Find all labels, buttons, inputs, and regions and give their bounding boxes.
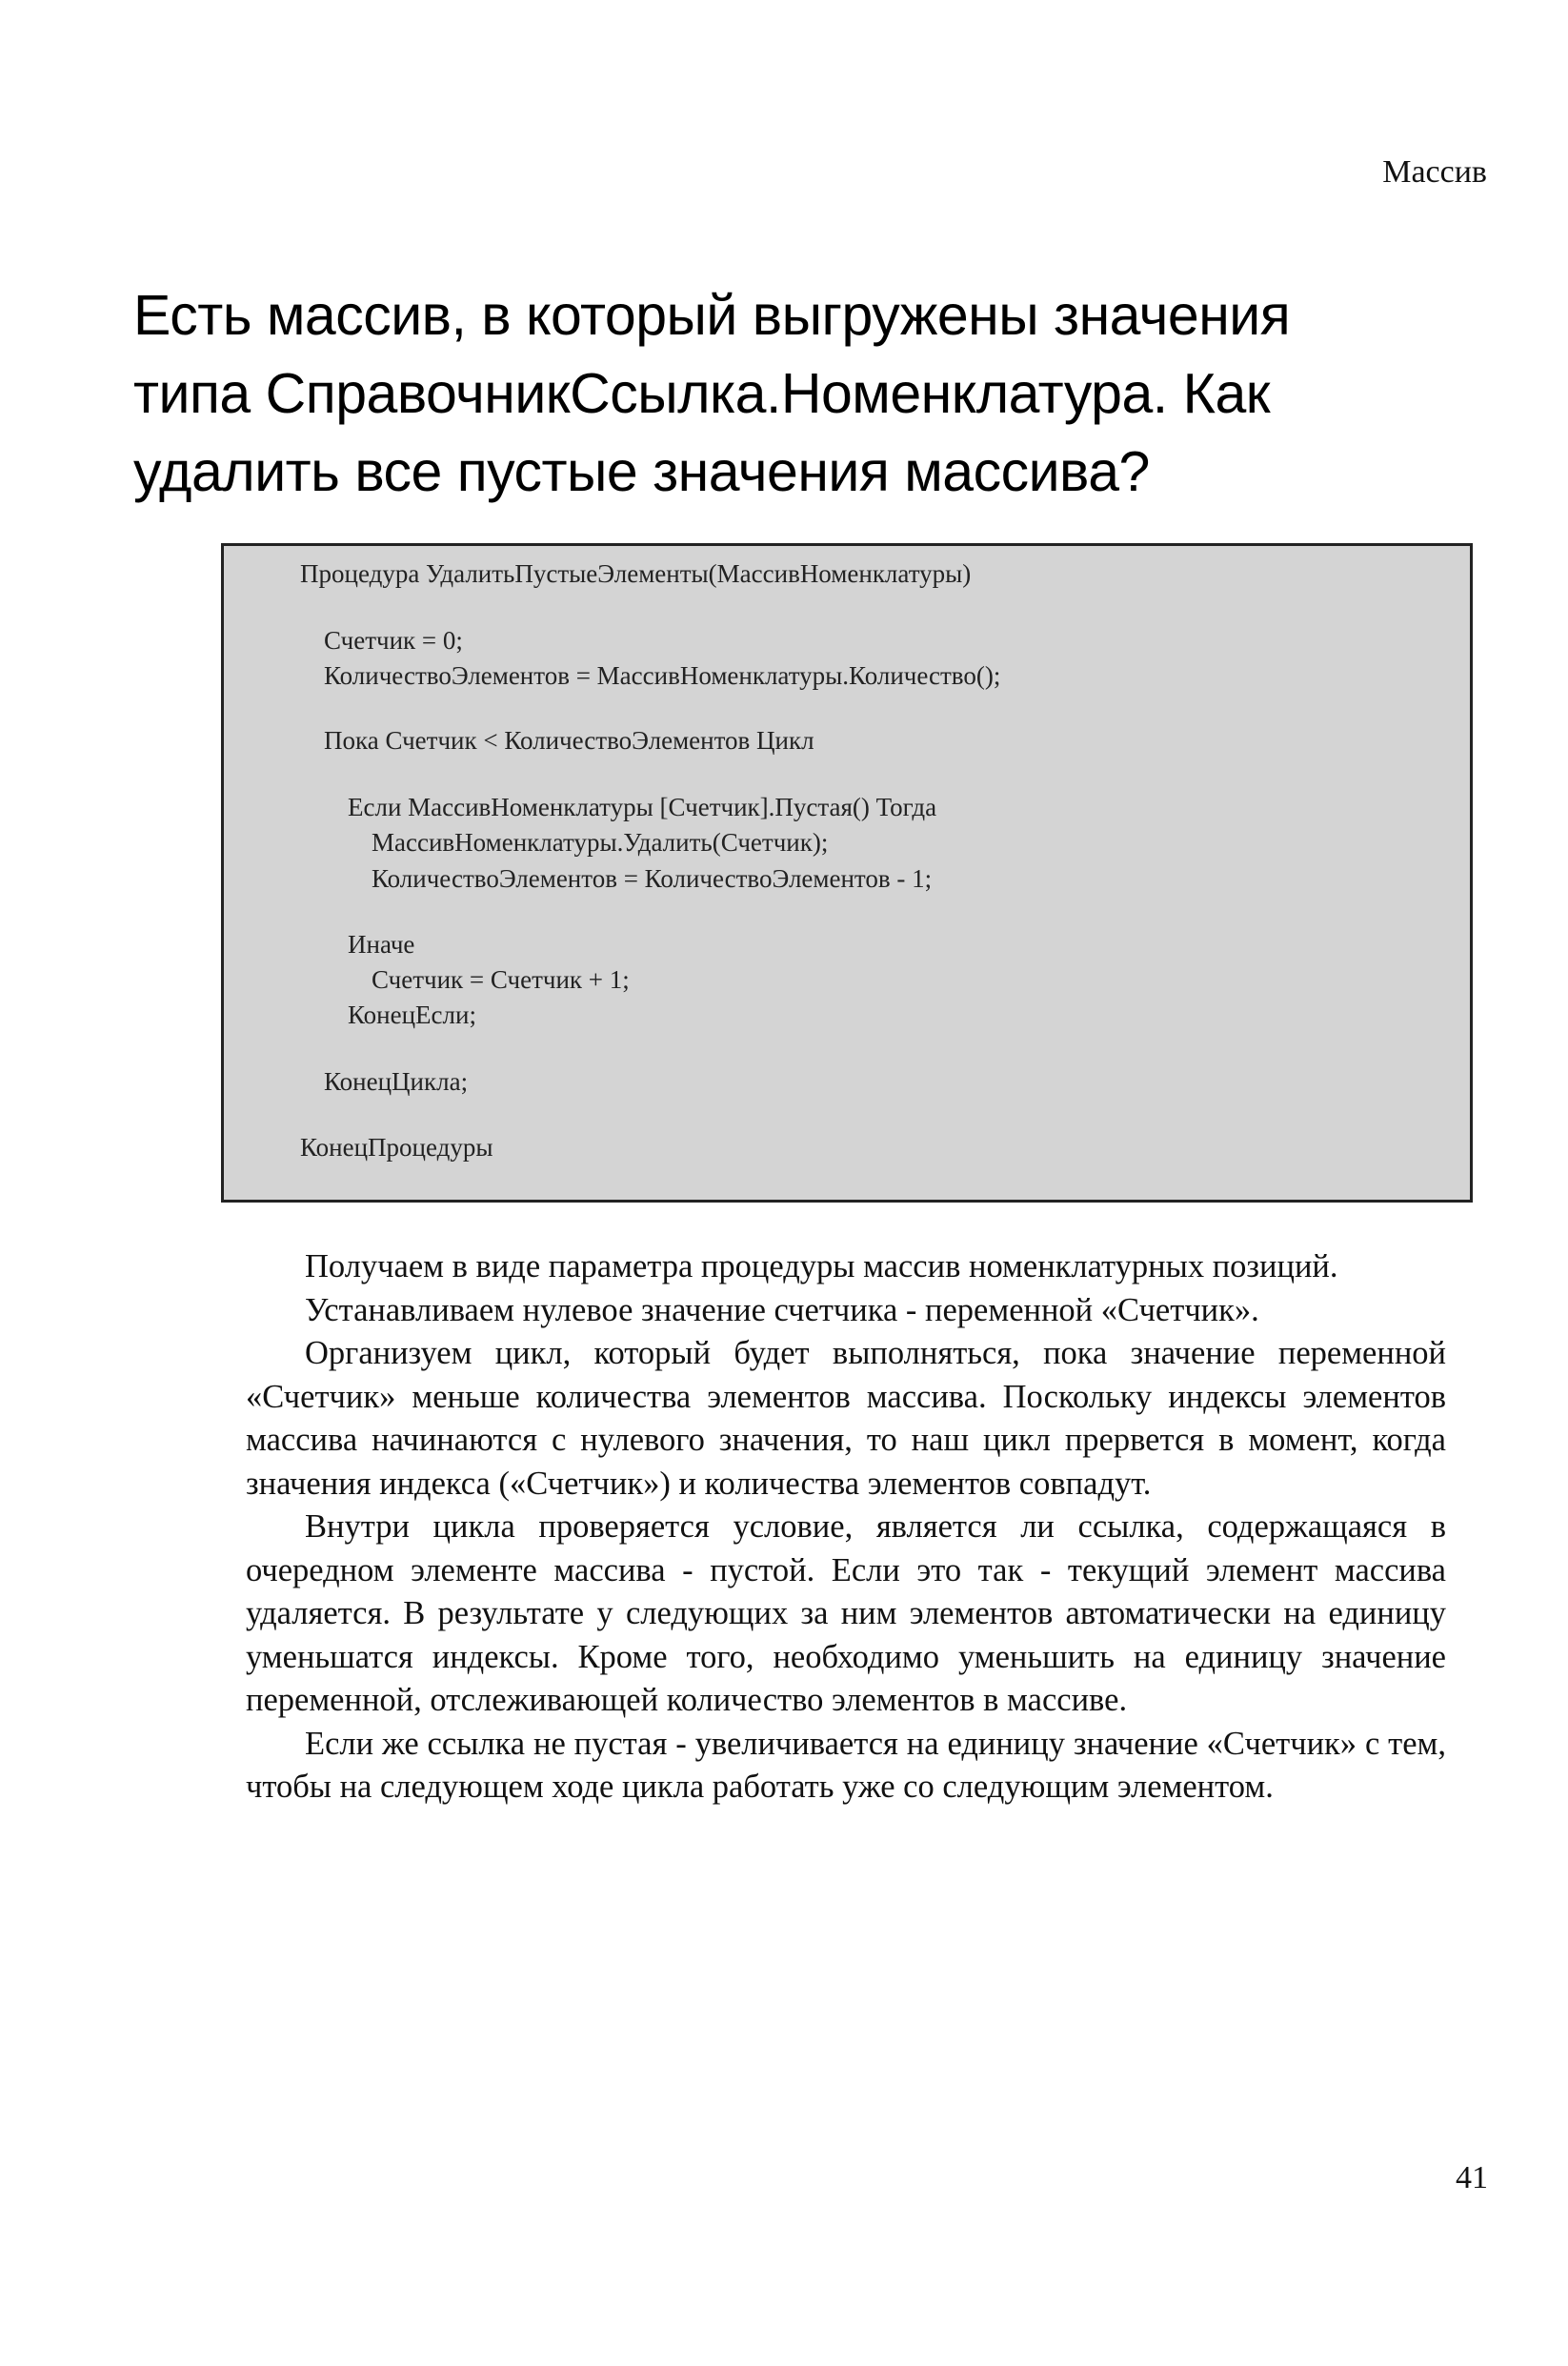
paragraph: Внутри цикла проверяется условие, является ли ссылка, содержащаяся в очередном элементе массива - пустой. Если это так - текущий элемент массива удаляется. В результате у следующих за ним элементов автоматически на единицу уменьшатся индексы. Кроме того, необходимо уменьшить на единицу значение переменной, отслеживающей количество элементов в массиве.	[246, 1508, 1446, 1718]
code-line: КоличествоЭлементов = МассивНоменклатуры.Количество();	[324, 661, 1001, 690]
paragraph: Устанавливаем нулевое значение счетчика - переменной «Счетчик».	[305, 1291, 1259, 1328]
code-line: КоличествоЭлементов = КоличествоЭлементов - 1;	[372, 864, 933, 893]
question-line: Есть массив, в который выгружены значения	[133, 284, 1291, 347]
code-line: Процедура УдалитьПустыеЭлементы(МассивНоменклатуры)	[300, 559, 972, 588]
code-line: Счетчик = 0;	[324, 626, 463, 655]
code-line: КонецЕсли;	[348, 1001, 476, 1029]
running-head: Массив	[1382, 154, 1487, 190]
paragraph: Если же ссылка не пустая - увеличивается на единицу значение «Счетчик» с тем, чтобы на следующем ходе цикла работать уже со следующим элементом.	[246, 1725, 1446, 1805]
paragraph: Организуем цикл, который будет выполняться, пока значение переменной «Счетчик» меньше количества элементов массива. Поскольку индексы элементов массива начинаются с нулевого значения, то наш цикл прервется в момент, когда значения индекса («Счетчик») и количества элементов совпадут.	[246, 1335, 1446, 1502]
code-line: Пока Счетчик < КоличествоЭлементов Цикл	[324, 726, 814, 755]
explanation-text	[246, 1245, 1446, 1810]
code-line: Если МассивНоменклатуры [Счетчик].Пустая() Тогда	[348, 793, 937, 821]
paragraph: Получаем в виде параметра процедуры массив номенклатурных позиций.	[305, 1248, 1338, 1284]
code-line: Иначе	[348, 930, 415, 959]
code-line: КонецЦикла;	[324, 1067, 469, 1096]
question-line: типа СправочникСсылка.Номенклатура. Как	[133, 362, 1271, 425]
code-listing	[221, 543, 1473, 1203]
question-line: удалить все пустые значения массива?	[133, 440, 1150, 503]
page-number: 41	[1456, 2160, 1488, 2195]
code-line: МассивНоменклатуры.Удалить(Счетчик);	[372, 828, 829, 857]
question-heading	[133, 276, 1448, 511]
code-line: Счетчик = Счетчик + 1;	[372, 965, 630, 994]
code-line: КонецПроцедуры	[300, 1133, 493, 1162]
